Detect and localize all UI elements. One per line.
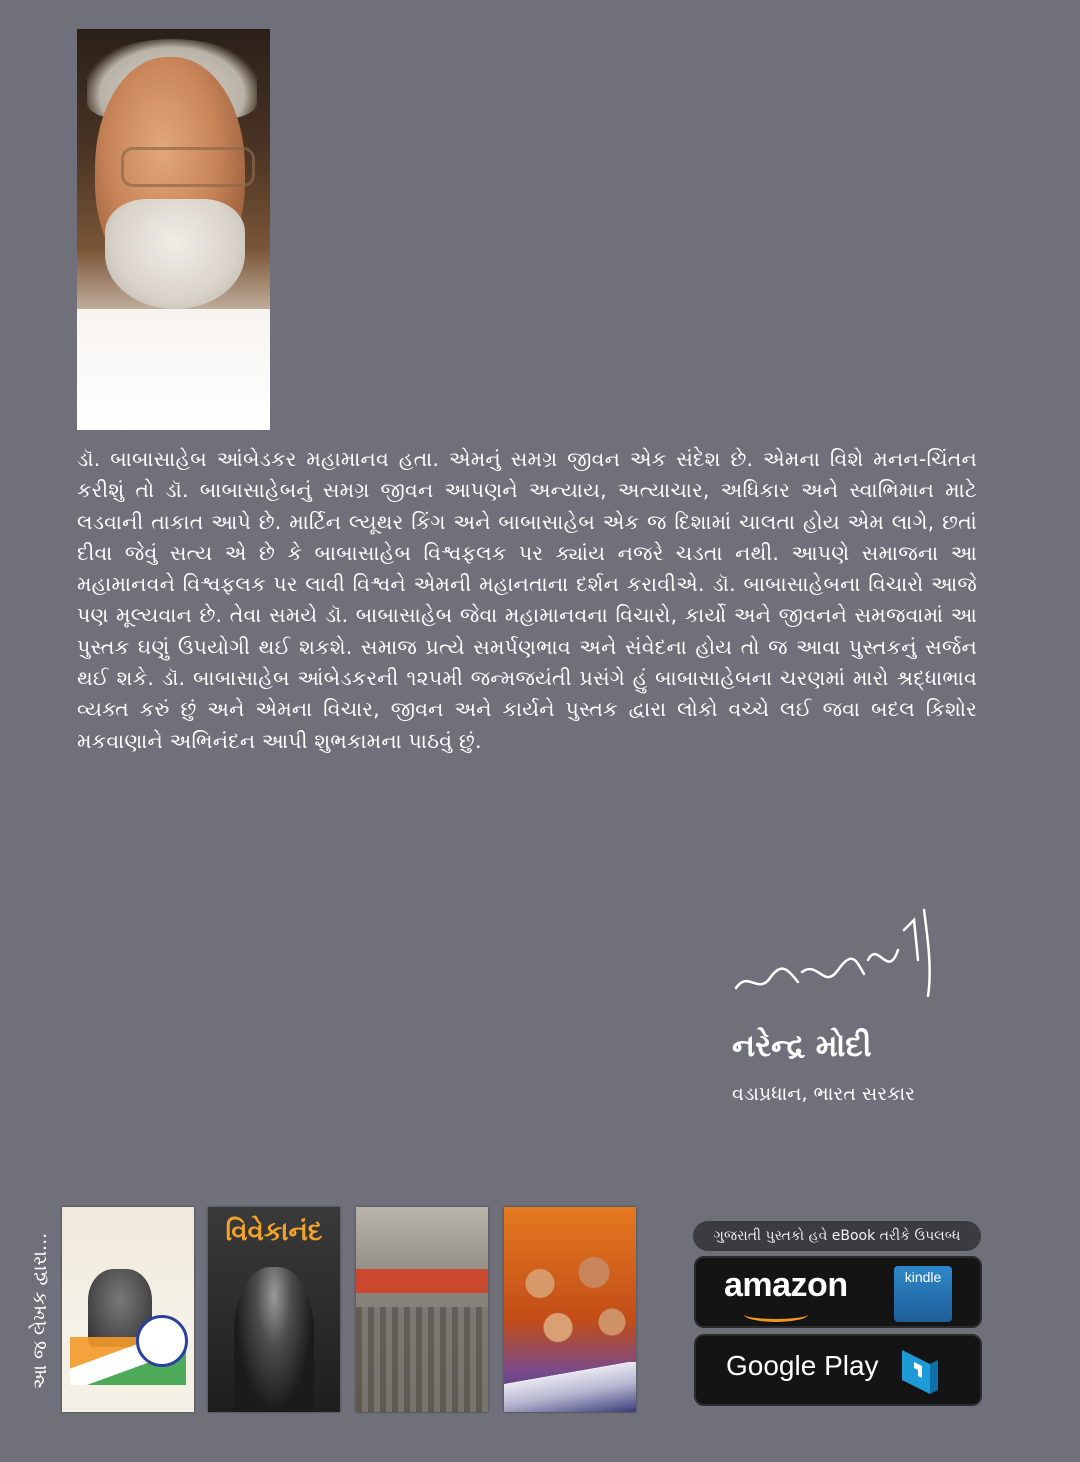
book-cover-portrait [234, 1267, 314, 1412]
portrait-shirt [77, 309, 270, 430]
signature-scribble [728, 900, 948, 1010]
books-section-label: આ જ લેખક દ્વારા... [29, 1232, 51, 1389]
signatory-title: વડાપ્રધાન, ભારત સરકાર [732, 1083, 915, 1105]
foreword-quote: ડૉ. બાબાસાહેબ આંબેડકર મહામાનવ હતા. એમનું સમગ્ર જીવન એક સંદેશ છે. એમના વિશે મનન-ચિંતન કરીશું તો ડૉ. બાબાસાહેબનું સમગ્ર જીવન આપણને અન્યાય, અત્યાચાર, અધિકાર અને સ્વાભિમાન માટે લડવાની તાકાત આપે છે. માર્ટિન લ્યૂથર કિંગ અને બાબાસાહેબ એક જ દિશામાં ચાલતા હોય એમ લાગે, છતાં દીવા જેવું સત્ય એ છે કે બાબાસાહેબ વિશ્વફલક પર ક્યાંય નજરે ચડતા નથી. આપણે સમાજના આ મહામાનવને વિશ્વફલક પર લાવી વિશ્વને એમની મહાનતાના દર્શન કરાવીએ. ડૉ. બાબાસાહેબના વિચારો આજે પણ મૂલ્યવાન છે. તેવા સમયે ડૉ. બાબાસાહેબ જેવા મહામાનવના વિચારો, કાર્યો અને જીવનને સમજવામાં આ પુસ્તક ઘણું ઉપયોગી થઈ શકશે. સમાજ પ્રત્યે સમર્પણભાવ અને સંવેદના હોય તો જ આવા પુસ્તકનું સર્જન થઈ શકે. ડૉ. બાબાસાહેબ આંબેડકરની ૧૨૫મી જન્મજયંતી પ્રસંગે હું બાબાસાહેબના ચરણમાં મારો શ્રદ્ધાભાવ વ્યક્ત કરું છું અને એમના વિચાર, જીવન અને કાર્યને પુસ્તક દ્વારા લોકો વચ્ચે લઈ જવા બદલ કિશોર મકવાણાને અભિનંદન આપી શુભકામના પાઠવું છું. [77, 447, 977, 753]
google-play-label: Google Play [726, 1350, 879, 1381]
book-cover-leaders[interactable] [504, 1207, 636, 1412]
amazon-logo: amazon [724, 1266, 848, 1304]
chakra-icon [136, 1315, 188, 1367]
book-cover-title: વિવેકાનંદ [225, 1217, 323, 1247]
book-cover-history[interactable] [356, 1207, 488, 1412]
kindle-label: kindle [904, 1269, 942, 1285]
kindle-icon [894, 1266, 952, 1322]
portrait-beard [105, 199, 245, 309]
portrait-photo [77, 29, 270, 430]
book-cover-crowd-photo [356, 1307, 488, 1412]
signatory-name: નરેન્દ્ર મોદી [732, 1028, 872, 1064]
book-cover-mountain [504, 1362, 636, 1412]
amazon-smile-icon [744, 1307, 808, 1322]
portrait-glasses [121, 147, 255, 187]
book-cover-band [356, 1269, 488, 1293]
google-play-button[interactable] [694, 1334, 982, 1406]
google-play-icon [900, 1348, 940, 1396]
book-cover-ambedkar[interactable] [62, 1207, 194, 1412]
book-cover-vivekananda[interactable] [208, 1207, 340, 1412]
amazon-kindle-button[interactable] [694, 1256, 982, 1328]
ebook-availability-badge: ગુજરાતી પુસ્તકો હવે eBook તરીકે ઉપલબ્ધ [693, 1221, 981, 1251]
book-cover-faces [510, 1245, 630, 1355]
